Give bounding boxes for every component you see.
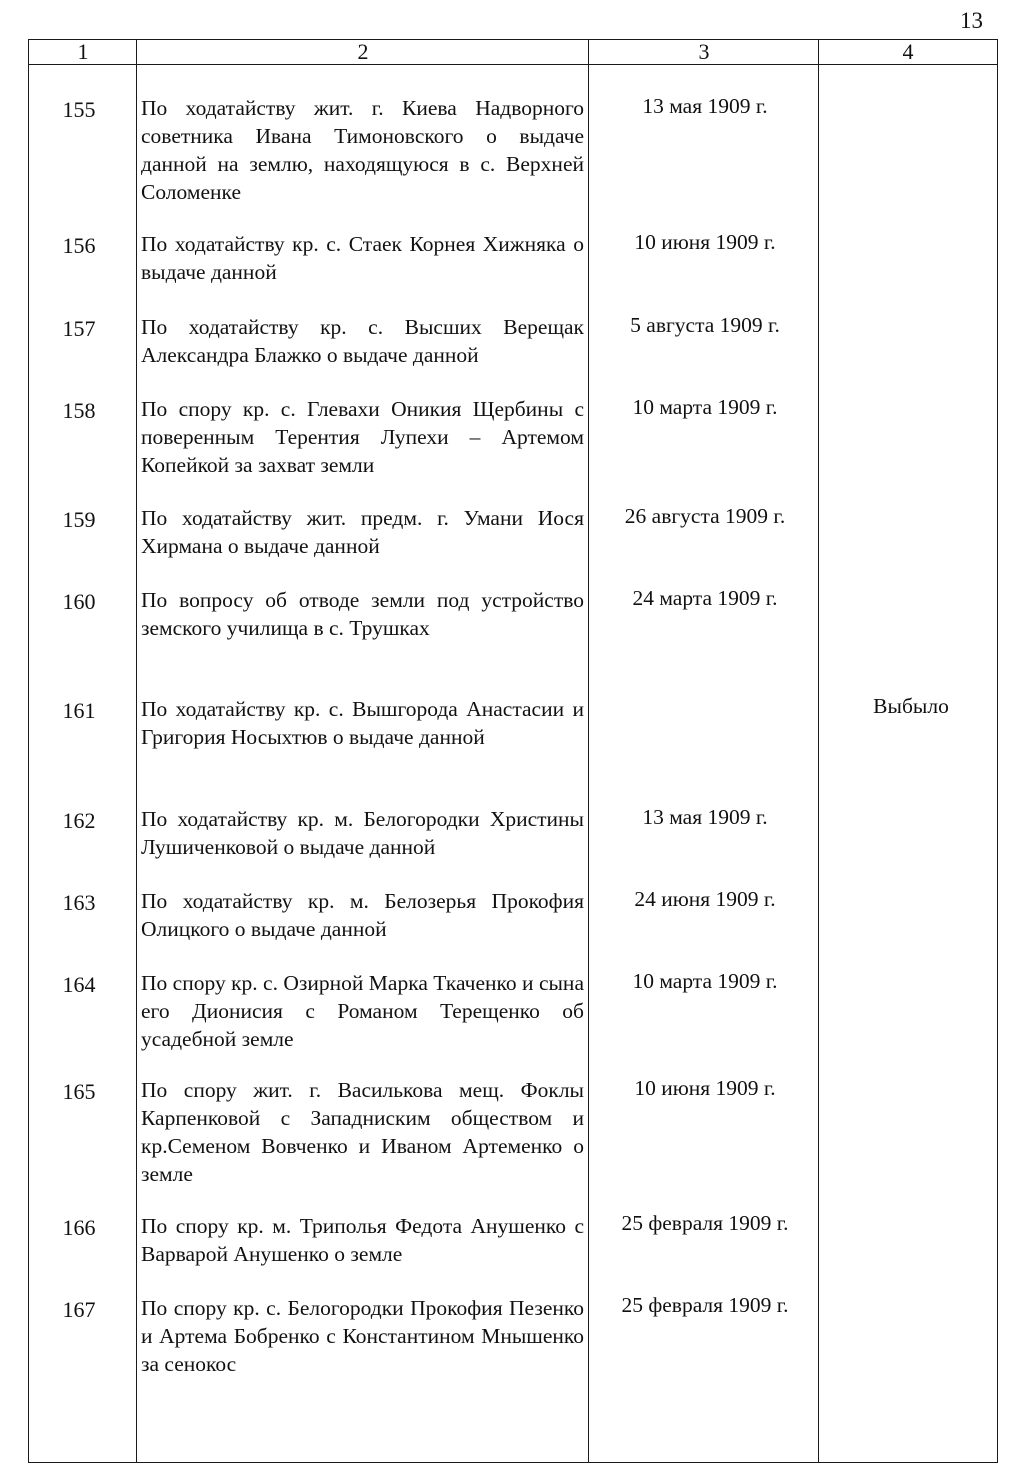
row-number: 167 (62, 1297, 96, 1322)
row-date: 13 мая 1909 г. (642, 94, 768, 118)
row-number: 166 (62, 1215, 96, 1240)
row-description: По спору кр. с. Глевахи Оникия Щербины с поверенным Терентия Лупехи – Артемом Копейкой за захват земли (141, 397, 584, 477)
row-description: По спору кр. с. Озирной Марка Ткаченко и сына его Дионисия с Романом Терещенко об усадебной земле (141, 971, 584, 1051)
row-description: По спору жит. г. Василькова мещ. Фоклы Карпенковой с Западниским обществом и кр.Семеном Вовченко и Иваном Артеменко о земле (141, 1078, 584, 1186)
row-description: По ходатайству кр. с. Вышгорода Анастасии и Григория Носыхтюв о выдаче данной (141, 697, 584, 749)
row-number: 155 (62, 97, 96, 122)
row-number: 161 (62, 698, 96, 723)
row-number: 164 (62, 972, 96, 997)
row-description: По вопросу об отводе земли под устройство земского училища в с. Трушках (141, 588, 584, 640)
row-number: 162 (62, 808, 96, 833)
row-description: По спору кр. с. Белогородки Прокофия Пезенко и Артема Бобренко с Константином Мнышенко за сенокос (141, 1296, 584, 1376)
row-number: 160 (62, 589, 96, 614)
row-description: По ходатайству кр. с. Стаек Корнея Хижняка о выдаче данной (141, 232, 584, 284)
row-description: По ходатайству жит. предм. г. Умани Иося Хирмана о выдаче данной (141, 506, 584, 558)
row-date: 10 июня 1909 г. (634, 230, 776, 254)
row-description: По ходатайству кр. с. Высших Верещак Александра Блажко о выдаче данной (141, 315, 584, 367)
row-number: 157 (62, 316, 96, 341)
row-number: 165 (62, 1079, 96, 1104)
row-description: По ходатайству кр. м. Белозерья Прокофия Олицкого о выдаче данной (141, 889, 584, 941)
column-header-4: 4 (902, 39, 914, 64)
row-date: 10 марта 1909 г. (632, 395, 778, 419)
header-divider (28, 64, 998, 65)
column-header-3: 3 (698, 39, 710, 64)
row-date: 13 мая 1909 г. (642, 805, 768, 829)
row-number: 156 (62, 233, 96, 258)
row-number: 159 (62, 507, 96, 532)
page-number: 13 (960, 8, 983, 33)
column-header-2: 2 (357, 39, 369, 64)
row-date: 10 марта 1909 г. (632, 969, 778, 993)
row-date: 10 июня 1909 г. (634, 1076, 776, 1100)
column-divider (588, 39, 589, 1463)
row-note: Выбыло (873, 694, 949, 718)
column-divider (136, 39, 137, 1463)
row-date: 24 июня 1909 г. (634, 887, 776, 911)
row-date: 25 февраля 1909 г. (621, 1293, 789, 1317)
row-date: 25 февраля 1909 г. (621, 1211, 789, 1235)
row-description: По ходатайству жит. г. Киева Надворного советника Ивана Тимоновского о выдаче данной на землю, находящуюся в с. Верхней Соломенке (141, 96, 584, 204)
row-description: По ходатайству кр. м. Белогородки Христины Лушиченковой о выдаче данной (141, 807, 584, 859)
row-date: 24 марта 1909 г. (632, 586, 778, 610)
row-date: 26 августа 1909 г. (624, 504, 786, 528)
column-divider (818, 39, 819, 1463)
column-header-1: 1 (77, 39, 89, 64)
row-date: 5 августа 1909 г. (630, 313, 780, 337)
row-number: 158 (62, 398, 96, 423)
row-description: По спору кр. м. Триполья Федота Анушенко с Варварой Анушенко о земле (141, 1214, 584, 1266)
row-number: 163 (62, 890, 96, 915)
